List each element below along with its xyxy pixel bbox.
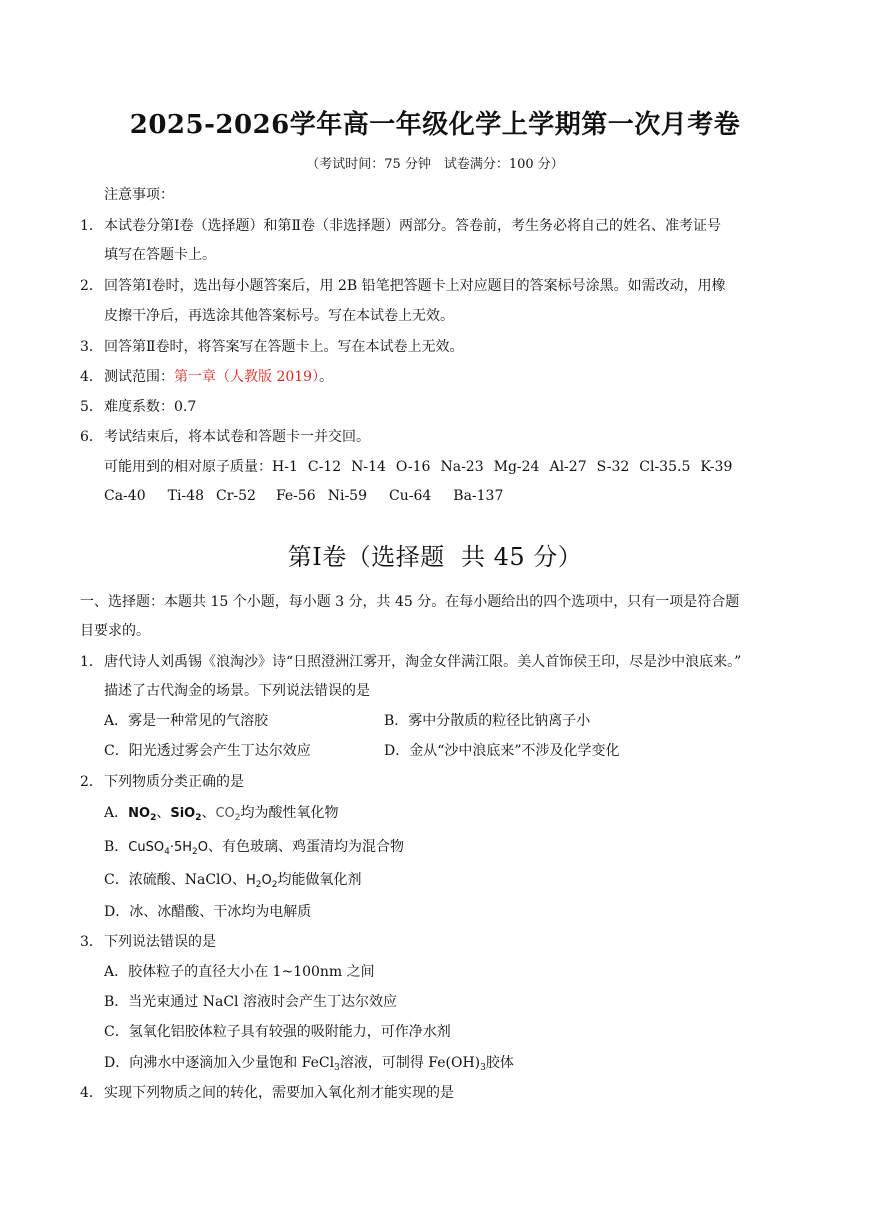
notice-item-1-line1: 本试卷分第Ⅰ卷（选择题）和第Ⅱ卷（非选择题）两部分。答卷前，考生务必将自己的姓名、准考证号	[104, 218, 722, 234]
atomic-mass-label: 可能用到的相对原子质量：	[104, 459, 272, 475]
q2-option-c	[104, 870, 361, 891]
q2-option-a	[104, 803, 339, 824]
atomic-mass: N-14	[351, 459, 386, 475]
q2-option-d: D．冰、冰醋酸、干冰均为电解质	[104, 904, 312, 920]
q4-num: 4．	[80, 1085, 103, 1101]
q1-option-b: B．雾中分散质的粒径比钠离子小	[384, 713, 591, 729]
atomic-masses-line1	[104, 457, 732, 477]
formula-h2o2-sub1: 2	[255, 880, 262, 890]
formula-h2o-sub: 2	[192, 847, 198, 857]
scope-suffix: 。	[319, 369, 334, 385]
q1-option-d: D．金从“沙中浪底来”不涉及化学变化	[384, 743, 620, 759]
atomic-mass: Al-27	[549, 459, 587, 475]
formula-sio2	[170, 806, 201, 821]
notice-num-2: 2．	[80, 278, 103, 294]
section-title: 第Ⅰ卷（选择题 共 45 分）	[287, 543, 583, 571]
q3-option-a: A．胶体粒子的直径大小在 1~100nm 之间	[104, 964, 375, 980]
formula-co2-base: CO	[215, 806, 235, 821]
atomic-mass: Ca-40	[104, 488, 146, 504]
q1-stem-line2: 描述了古代淘金的场景。下列说法错误的是	[104, 683, 370, 699]
notice-item-1-line2: 填写在答题卡上。	[104, 247, 216, 263]
q4-stem: 实现下列物质之间的转化，需要加入氧化剂才能实现的是	[104, 1085, 454, 1101]
q3-option-c: C．氢氧化铝胶体粒子具有较强的吸附能力，可作净水剂	[104, 1024, 451, 1040]
atomic-mass: S-32	[596, 459, 630, 475]
page-title: 2025-2026学年高一年级化学上学期第一次月考卷	[129, 110, 741, 140]
atomic-mass: Fe-56	[275, 488, 316, 504]
atomic-mass: Cu-64	[389, 488, 432, 504]
notice-num-3: 3．	[80, 339, 103, 355]
q2-num: 2．	[80, 774, 103, 790]
formula-no2	[128, 806, 156, 821]
q2-a-sep2: 、	[201, 805, 216, 821]
notice-num-5: 5．	[80, 399, 103, 415]
notice-heading: 注意事项：	[104, 187, 174, 203]
q1-stem-line1: 唐代诗人刘禹锡《浪淘沙》诗“日照澄洲江雾开，淘金女伴满江限。美人首饰侯王印，尽是沙中浪底来。”	[104, 654, 742, 670]
atomic-mass: Cr-52	[215, 488, 256, 504]
q3-stem: 下列说法错误的是	[104, 934, 216, 950]
q3-d-middle: 溶液，可制得 Fe(OH)	[339, 1055, 481, 1071]
notice-item-6: 考试结束后，将本试卷和答题卡一并交回。	[104, 429, 370, 445]
atomic-mass: C-12	[307, 459, 342, 475]
formula-h2o-o: O	[197, 840, 208, 855]
q1-option-c: C．阳光透过雾会产生丁达尔效应	[104, 743, 311, 759]
formula-cuso4-base: CuSO	[128, 840, 165, 855]
q1-num: 1．	[80, 654, 103, 670]
atomic-mass: Ti-48	[167, 488, 204, 504]
formula-no2-base: NO	[128, 806, 151, 821]
q3-option-d	[104, 1053, 514, 1073]
atomic-mass: H-1	[272, 459, 298, 475]
q2-c-text: 均能做氧化剂	[277, 872, 362, 888]
atomic-mass: Na-23	[440, 459, 484, 475]
q3-d-sub1: 3	[334, 1063, 340, 1073]
atomic-mass: Mg-24	[493, 459, 540, 475]
formula-no2-sub: 2	[150, 813, 157, 823]
atomic-mass: Ni-59	[327, 488, 367, 504]
formula-co2	[215, 806, 240, 821]
scope-label: 测试范围：	[104, 369, 174, 385]
q3-d-sub2: 3	[480, 1063, 486, 1073]
formula-sio2-sub: 2	[195, 813, 202, 823]
notice-item-3: 回答第Ⅱ卷时，将答案写在答题卡上。写在本试卷上无效。	[104, 339, 464, 355]
formula-h2o2-sub2: 2	[271, 880, 278, 890]
notice-item-5: 难度系数：0.7	[104, 399, 197, 415]
q3-option-b: B．当光束通过 NaCl 溶液时会产生丁达尔效应	[104, 994, 397, 1010]
formula-cuso4-5h2o	[128, 840, 208, 855]
formula-sio2-base: SiO	[170, 806, 196, 821]
q2-stem: 下列物质分类正确的是	[104, 774, 244, 790]
q2-c-prefix: 浓硫酸、NaClO、	[128, 872, 246, 888]
formula-co2-sub: 2	[234, 813, 241, 823]
q2-option-b	[104, 837, 404, 858]
formula-h2o2-h: H	[245, 873, 256, 888]
q2-a-text: 均为酸性氧化物	[240, 805, 339, 821]
q2-c-label: C．	[104, 872, 129, 888]
q2-a-sep1: 、	[156, 805, 171, 821]
scope-value: 第一章（人教版 2019）	[174, 369, 320, 385]
notice-item-4	[104, 367, 333, 387]
section-instruction-line1: 一、选择题：本题共 15 个小题，每小题 3 分，共 45 分。在每小题给出的四个选项中，只有一项是符合题	[80, 594, 740, 610]
q1-option-a: A．雾是一种常见的气溶胶	[104, 713, 269, 729]
q3-num: 3．	[80, 934, 103, 950]
q3-d-suffix: 胶体	[485, 1055, 514, 1071]
atomic-mass: O-16	[395, 459, 431, 475]
atomic-mass: Ba-137	[453, 488, 504, 504]
atomic-mass: Cl-35.5	[639, 459, 691, 475]
notice-item-2-line2: 皮擦干净后，再选涂其他答案标号。写在本试卷上无效。	[104, 308, 454, 324]
notice-num-4: 4．	[80, 369, 103, 385]
notice-num-6: 6．	[80, 429, 103, 445]
notice-item-2-line1: 回答第Ⅰ卷时，选出每小题答案后，用 2B 铅笔把答题卡上对应题目的答案标号涂黑。如需改动，用橡	[104, 278, 726, 294]
exam-info: （考试时间：75 分钟 试卷满分：100 分）	[306, 157, 564, 172]
formula-h2o-base: ·5H	[169, 840, 193, 855]
q2-b-text: 、有色玻璃、鸡蛋清均为混合物	[208, 839, 404, 855]
formula-h2o2-o: O	[261, 873, 272, 888]
formula-cuso4-sub: 4	[164, 847, 170, 857]
atomic-mass: K-39	[700, 459, 733, 475]
notice-num-1: 1．	[80, 218, 103, 234]
formula-h2o2	[246, 873, 277, 888]
q3-d-prefix: D．向沸水中逐滴加入少量饱和 FeCl	[104, 1055, 335, 1071]
q2-b-label: B．	[104, 839, 129, 855]
q2-a-label: A．	[104, 805, 129, 821]
section-instruction-line2: 目要求的。	[80, 623, 150, 639]
atomic-masses-line2	[104, 486, 503, 506]
